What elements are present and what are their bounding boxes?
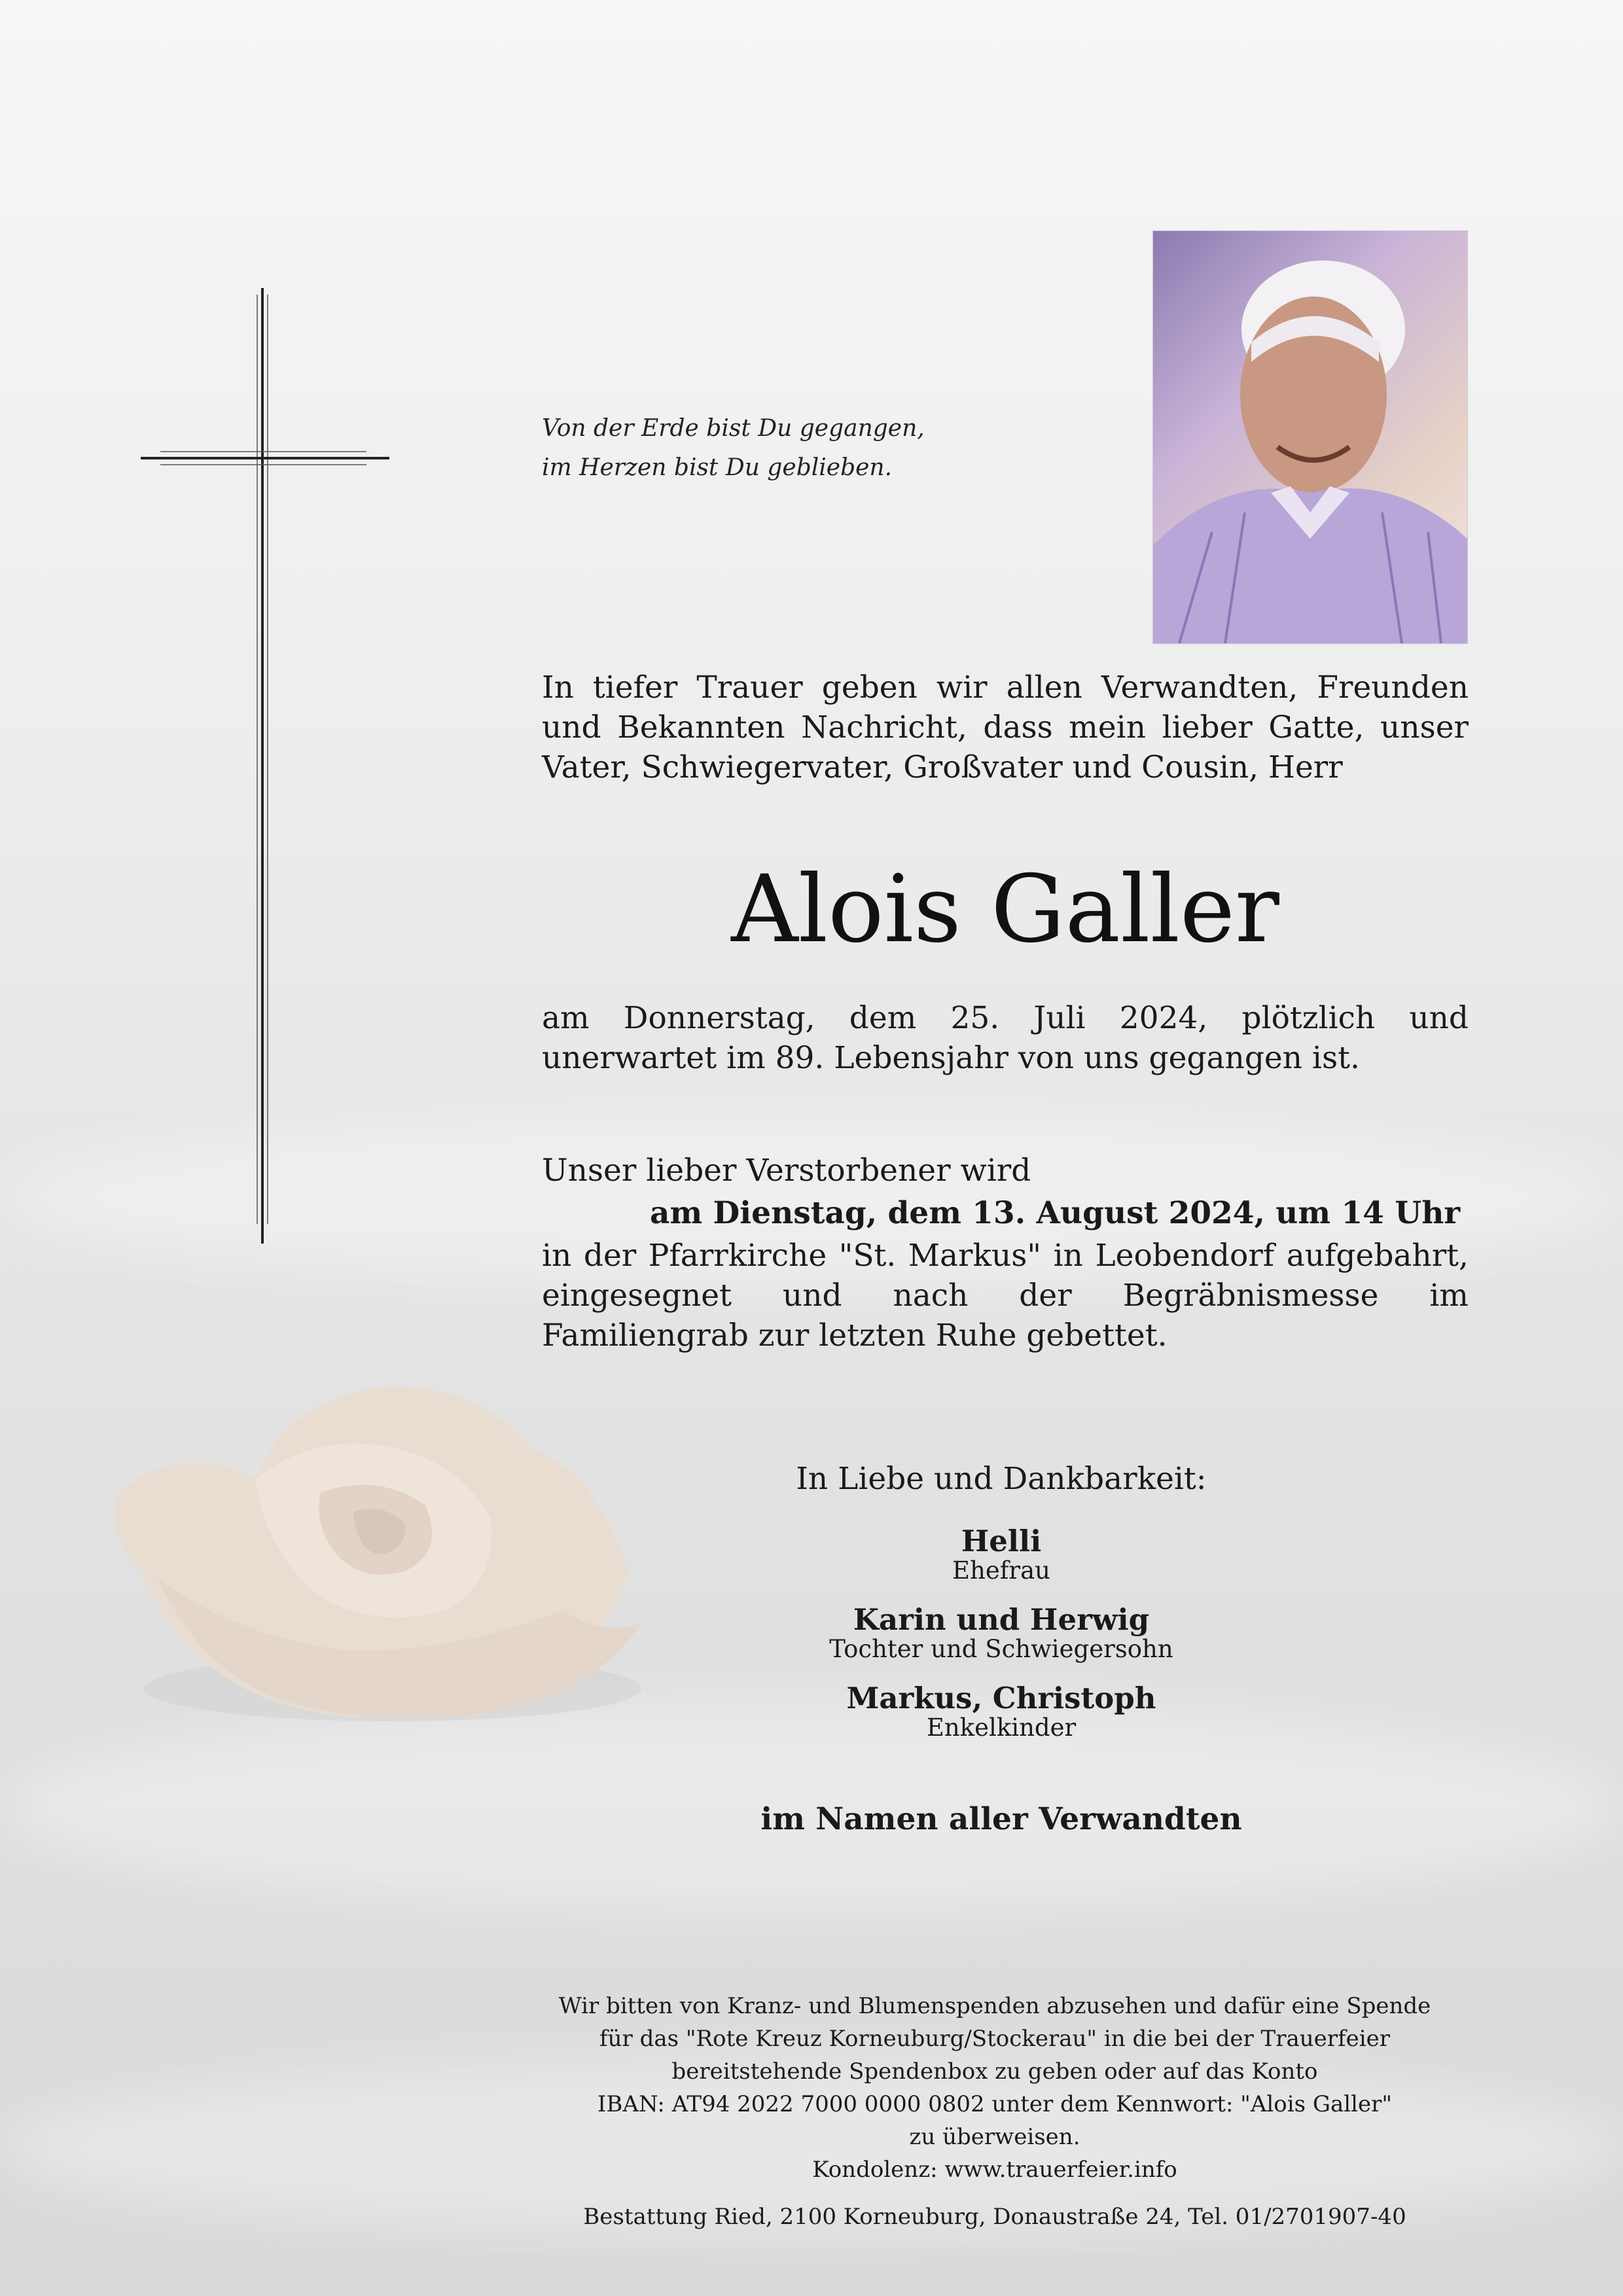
intro-paragraph: In tiefer Trauer geben wir allen Verwandten, Freunden und Bekannten Nachricht, dass mein lieber Gatte, unser Vater, Schwiegervater, Großvater und Cousin, Herr [542,670,1469,785]
motto-line: im Herzen bist Du geblieben. [542,454,893,481]
relative-name: Helli [961,1524,1042,1558]
cross-icon [141,288,389,1244]
relative-name: Karin und Herwig [853,1602,1150,1637]
notice-line: Wir bitten von Kranz- und Blumenspenden abzusehen und dafür eine Spende [558,1993,1431,2019]
thanks-heading: In Liebe und Dankbarkeit: [796,1461,1207,1497]
relative-role: Ehefrau [952,1556,1050,1585]
relative-role: Tochter und Schwiegersohn [829,1635,1173,1663]
funeral-home-footer: Bestattung Ried, 2100 Korneuburg, Donaustraße 24, Tel. 01/2701907-40 [583,2204,1406,2230]
notice-line: zu überweisen. [909,2124,1080,2150]
notice-line: IBAN: AT94 2022 7000 0000 0802 unter dem Kennwort: "Alois Galler" [597,2091,1393,2117]
relative-entry [674,1682,1329,1741]
relative-entry [674,1604,1329,1662]
donation-notice [510,1990,1479,2186]
relative-entry [674,1525,1329,1584]
portrait-photo [1153,231,1467,643]
motto [542,409,1065,488]
motto-line: Von der Erde bist Du gegangen, [542,415,925,442]
funeral-details: in der Pfarrkirche "St. Markus" in Leobendorf aufgebahrt, eingesegnet und nach der Begräbnismesse im Familiengrab zur letzten Ruhe gebettet. [542,1238,1469,1354]
condolence-link[interactable]: Kondolenz: www.trauerfeier.info [812,2157,1177,2183]
relative-name: Markus, Christoph [846,1681,1156,1715]
deceased-name: Alois Galler [731,855,1279,963]
death-notice: am Donnerstag, dem 25. Juli 2024, plötzlich und unerwartet im 89. Lebensjahr von uns gegangen ist. [542,1000,1469,1076]
rose-icon [105,1361,681,1741]
notice-line: bereitstehende Spendenbox zu geben oder auf das Konto [671,2058,1318,2085]
notice-line: für das "Rote Kreuz Korneuburg/Stockerau" in die bei der Trauerfeier [599,2026,1390,2052]
funeral-lead: Unser lieber Verstorbener wird [542,1153,1031,1189]
funeral-date: am Dienstag, dem 13. August 2024, um 14 Uhr [650,1195,1461,1231]
closing-line: im Namen aller Verwandten [760,1801,1242,1837]
relative-role: Enkelkinder [926,1713,1077,1742]
